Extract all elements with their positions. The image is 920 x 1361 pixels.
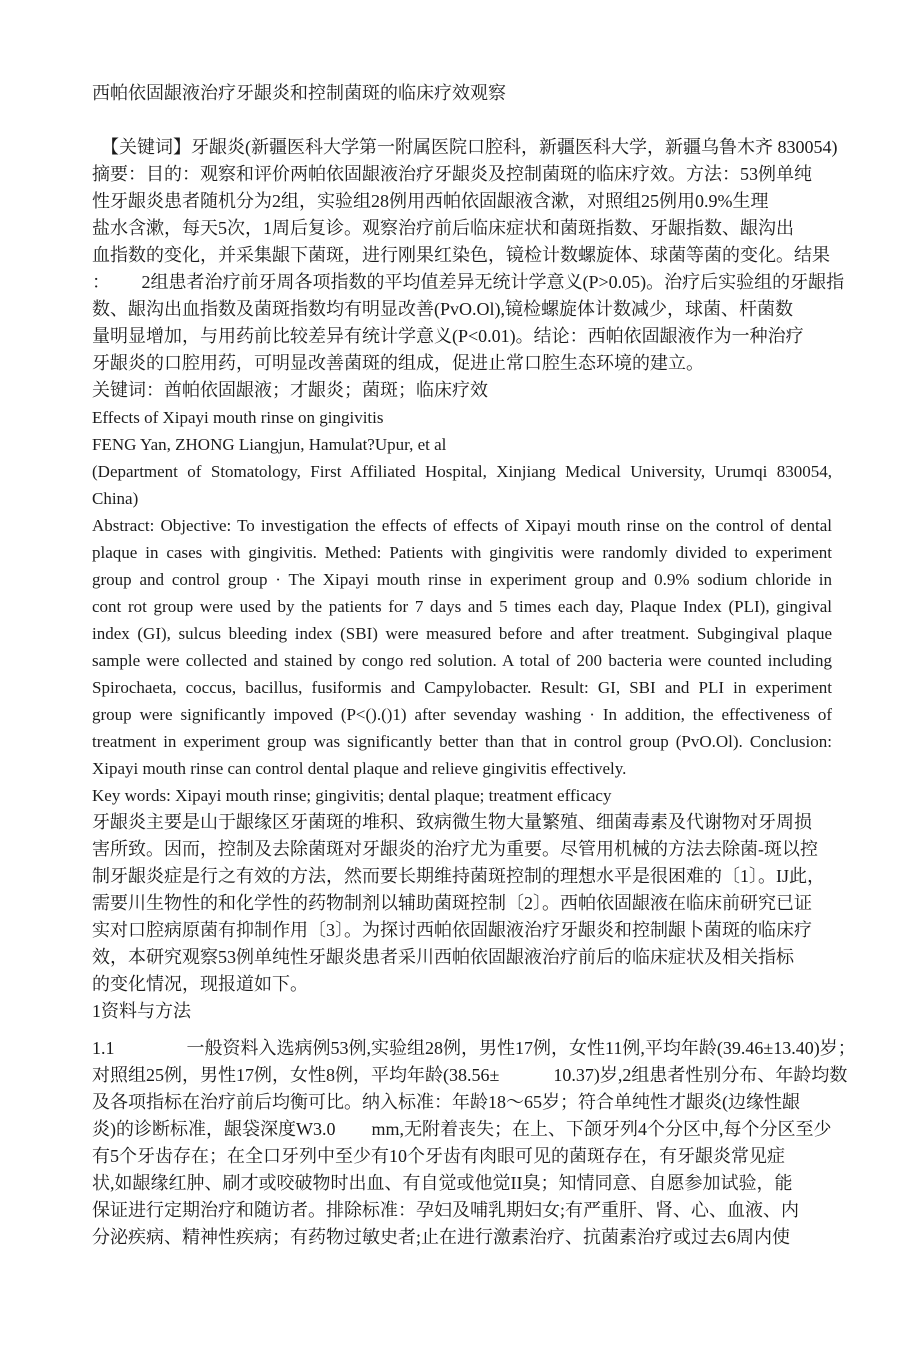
text-line: 盐水含漱，每天5次，1周后复诊。观察治疗前后临床症状和菌斑指数、牙龈指数、龈沟出 xyxy=(92,218,794,238)
english-conclusion-keywords xyxy=(92,755,832,809)
text-line: (Department of Stomatology, First Affiliated Hospital, Xinjiang Medical University, Urumqi 830054, xyxy=(92,462,832,481)
text-line: 需要川生物性的和化学性的药物制剂以辅助菌斑控制〔2〕。西帕依固龈液在临床前研究已证 xyxy=(92,893,812,913)
text-line: 关键词：酋帕依固龈液；才龈炎；菌斑；临床疗效 xyxy=(92,380,488,400)
text-line: 有5个牙齿存在；在全口牙列中至少有10个牙齿有肉眼可见的菌斑存在，有牙龈炎常见症 xyxy=(92,1146,785,1166)
text-line: Abstract: Objective: To investigation the effects of effects of Xipayi mouth rinse on the control of dental xyxy=(92,516,832,535)
text-line: plaque in cases with gingivitis. Methed: Patients with gingivitis were randomly divided to experiment xyxy=(92,543,832,562)
chinese-introduction xyxy=(92,809,832,998)
document-blocks xyxy=(92,134,856,1251)
text-line: Spirochaeta, coccus, bacillus, fusiformis and Campylobacter. Result: GI, SBI and PLI in experiment xyxy=(92,678,832,697)
text-line: 牙龈炎主要是山于龈缘区牙菌斑的堆积、致病微生物大量繁殖、细菌毒素及代谢物对牙周损 xyxy=(92,812,812,832)
text-line: 实对口腔病原菌有抑制作用〔3〕。为探讨西帕依固龈液治疗牙龈炎和控制龈卜菌斑的临床疗 xyxy=(92,920,812,940)
text-line: group and control group · The Xipayi mouth rinse in experiment group and 0.9% sodium chloride in xyxy=(92,570,832,589)
text-line: Key words: Xipayi mouth rinse; gingivitis; dental plaque; treatment efficacy xyxy=(92,786,612,805)
text-line: 血指数的变化，并采集龈下菌斑，进行刚果红染色，镜检计数螺旋体、球菌等菌的变化。结果 xyxy=(92,245,830,265)
document-title: 西帕依固龈液治疗牙龈炎和控制菌斑的临床疗效观察 xyxy=(92,83,506,103)
text-line: 量明显增加，与用药前比较差异有统计学意义(P<0.01)。结论：西帕依固龈液作为一种治疗 xyxy=(92,326,804,346)
text-line: FENG Yan, ZHONG Liangjun, Hamulat?Upur, et al xyxy=(92,435,447,454)
text-line: 制牙龈炎症是行之有效的方法，然而要长期维持菌斑控制的理想水平是很困难的〔1〕。IJ此， xyxy=(92,866,825,886)
english-abstract xyxy=(92,512,832,755)
text-line: 及各项指标在治疗前后均衡可比。纳入标准：年龄18～65岁；符合单纯性才龈炎(边缘性龈 xyxy=(92,1092,800,1112)
text-line: 牙龈炎的口腔用药，可明显改善菌斑的组成，促进止常口腔生态环境的建立。 xyxy=(92,353,704,373)
text-line: 对照组25例，男性17例，女性8例，平均年龄(38.56± 10.37)岁,2组患者性别分布、年龄均数 xyxy=(92,1065,848,1085)
text-line: 分泌疾病、精神性疾病；有药物过敏史者;止在进行激素治疗、抗菌素治疗或过去6周内使 xyxy=(92,1227,790,1247)
section-heading-methods xyxy=(92,998,832,1025)
text-line: 害所致。因而，控制及去除菌斑对牙龈炎的治疗尤为重要。尽管用机械的方法去除菌-斑以控 xyxy=(92,839,818,859)
text-line: 的变化情况，现报道如下。 xyxy=(92,974,308,994)
text-line: 效，本研究观察53例单纯性牙龈炎患者采川西帕依固龈液治疗前后的临床症状及相关指标 xyxy=(92,947,794,967)
text-line: 【关键词】牙龈炎(新疆医科大学第一附属医院口腔科，新疆医科大学，新疆乌鲁木齐 830054) xyxy=(92,137,838,157)
text-line: 性牙龈炎患者随机分为2组，实验组28例用西帕依固龈液含漱，对照组25例用0.9%生理 xyxy=(92,191,769,211)
chinese-abstract xyxy=(92,134,845,404)
text-line: treatment in experiment group was significantly better than that in control group (PvO.Ol). Conclusion: xyxy=(92,732,832,751)
text-line: 炎)的诊断标准，龈袋深度W3.0 mm,无附着丧失；在上、下颌牙列4个分区中,每个分区至少 xyxy=(92,1119,832,1139)
document-body xyxy=(92,80,856,1251)
chinese-methods xyxy=(92,1035,856,1251)
text-line: ： 2组患者治疗前牙周各项指数的平均值差异无统计学意义(P>0.05)。治疗后实验组的牙龈指 xyxy=(92,272,845,292)
text-line: Effects of Xipayi mouth rinse on gingivitis xyxy=(92,408,384,427)
text-line: Xipayi mouth rinse can control dental plaque and relieve gingivitis effectively. xyxy=(92,759,627,778)
text-line: group were significantly impoved (P<().()1) after sevenday washing · In addition, the effectiveness of xyxy=(92,705,832,724)
text-line: index (GI), sulcus bleeding index (SBI) were measured before and after treatment. Subgingival plaque xyxy=(92,624,832,643)
text-line: 数、龈沟出血指数及菌斑指数均有明显改善(PvO.Ol),镜检螺旋体计数减少，球菌、杆菌数 xyxy=(92,299,793,319)
text-line: 1.1 一般资料入选病例53例,实验组28例，男性17例，女性11例,平均年龄(39.46±13.40)岁； xyxy=(92,1038,856,1058)
english-title-authors xyxy=(92,404,832,512)
text-line: cont rot group were used by the patients for 7 days and 5 times each day, Plaque Index (PLI), gingival xyxy=(92,597,832,616)
text-line: 1资料与方法 xyxy=(92,1001,191,1021)
text-line: 状,如龈缘红肿、刷才或咬破物时出血、有自觉或他觉II臭；知情同意、自愿参加试验，能 xyxy=(92,1173,793,1193)
text-line: sample were collected and stained by congo red solution. A total of 200 bacteria were counted including xyxy=(92,651,832,670)
text-line: 保证进行定期治疗和随访者。排除标准：孕妇及哺乳期妇女;有严重肝、肾、心、血液、内 xyxy=(92,1200,799,1220)
text-line: 摘要：目的：观察和评价两帕依固龈液治疗牙龈炎及控制菌斑的临床疗效。方法：53例单纯 xyxy=(92,164,812,184)
text-line: China) xyxy=(92,489,139,508)
